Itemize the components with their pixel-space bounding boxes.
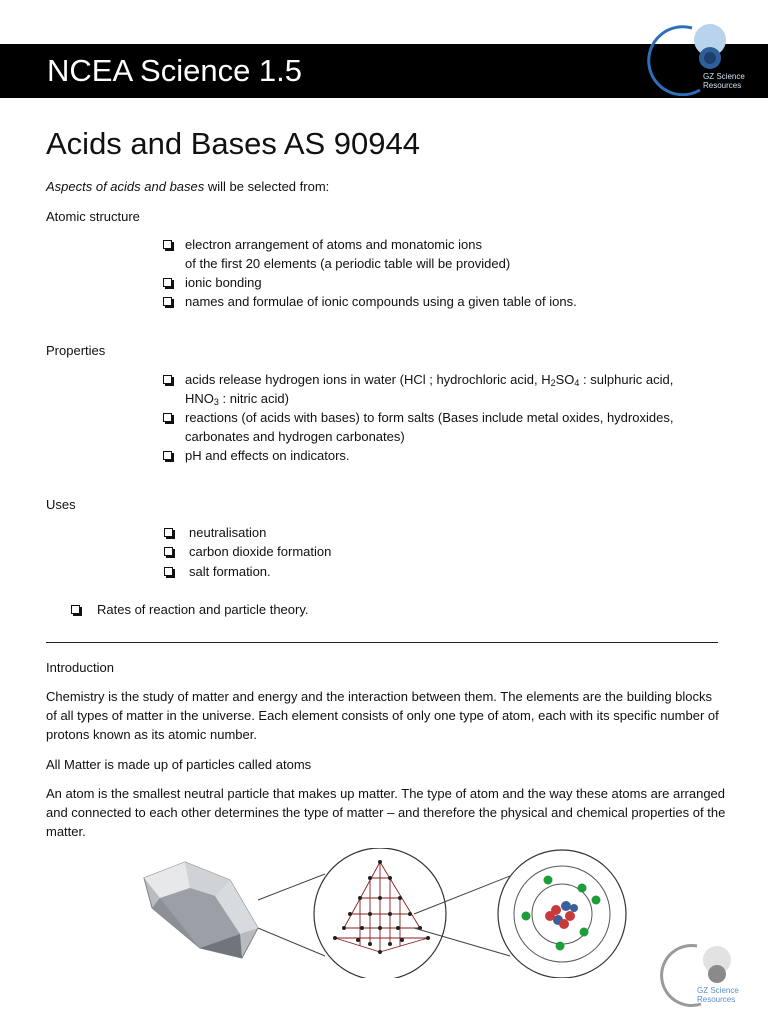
checkbox-icon bbox=[164, 567, 173, 576]
atomic-item-1-cont: of the first 20 elements (a periodic table will be provided) bbox=[185, 256, 511, 271]
checkbox-icon bbox=[164, 547, 173, 556]
properties-item-1-cont: $HNO_3$ : nitric acid) bbox=[185, 391, 289, 407]
checkbox-icon bbox=[164, 528, 173, 537]
checkbox-icon bbox=[163, 240, 172, 249]
introduction-heading: Introduction bbox=[46, 660, 114, 675]
uses-item-3: salt formation. bbox=[189, 564, 271, 579]
logo-text: GZ Science Resources bbox=[703, 72, 745, 90]
properties-item-2-cont: carbonates and hydrogen carbonates) bbox=[185, 429, 405, 444]
checkbox-icon bbox=[163, 375, 172, 384]
diamond-image bbox=[144, 862, 258, 958]
matter-illustration bbox=[130, 848, 640, 978]
section-divider bbox=[46, 642, 718, 643]
uses-heading: Uses bbox=[46, 497, 76, 512]
atomic-item-1: electron arrangement of atoms and monatomic ions bbox=[185, 237, 482, 252]
checkbox-icon bbox=[163, 451, 172, 460]
aspects-rest: will be selected from: bbox=[204, 179, 330, 194]
uses-item-2: carbon dioxide formation bbox=[189, 544, 332, 559]
document-title: Acids and Bases AS 90944 bbox=[46, 126, 420, 161]
atomic-item-2: ionic bonding bbox=[185, 275, 262, 290]
intro-paragraph-1: Chemistry is the study of matter and energy and the interaction between them. The elements are the building blocks of all types of matter in the universe. Each element consists of only one type of atom, each with its specific number of protons known as its atomic number. bbox=[46, 689, 719, 742]
aspects-italic: Aspects of acids and bases bbox=[46, 179, 205, 194]
uses-item-1: neutralisation bbox=[189, 525, 267, 540]
checkbox-icon bbox=[163, 413, 172, 422]
properties-item-3: pH and effects on indicators. bbox=[185, 448, 350, 463]
atomic-structure-heading: Atomic structure bbox=[46, 209, 140, 224]
rates-item: Rates of reaction and particle theory. bbox=[97, 602, 309, 617]
checkbox-icon bbox=[163, 297, 172, 306]
checkbox-icon bbox=[71, 605, 80, 614]
header-title: NCEA Science 1.5 bbox=[47, 53, 303, 88]
intro-paragraph-3: An atom is the smallest neutral particle that makes up matter. The type of atom and the way these atoms are arranged and connected to each other determines the type of matter – and therefore the physical and chemical properties of the matter. bbox=[46, 786, 726, 839]
properties-item-2: reactions (of acids with bases) to form salts (Bases include metal oxides, hydroxides, bbox=[185, 410, 674, 425]
properties-item-1: acids release hydrogen ions in water (HCl ; hydrochloric acid, $H_2SO_4$ : sulphuric acid, bbox=[185, 372, 674, 388]
aspects-line bbox=[46, 179, 329, 195]
atomic-item-3: names and formulae of ionic compounds using a given table of ions. bbox=[185, 294, 577, 309]
intro-paragraph-2: All Matter is made up of particles called atoms bbox=[46, 757, 312, 772]
footer-logo-text: GZ Science Resources bbox=[697, 986, 739, 1004]
checkbox-icon bbox=[163, 278, 172, 287]
properties-heading: Properties bbox=[46, 343, 106, 358]
